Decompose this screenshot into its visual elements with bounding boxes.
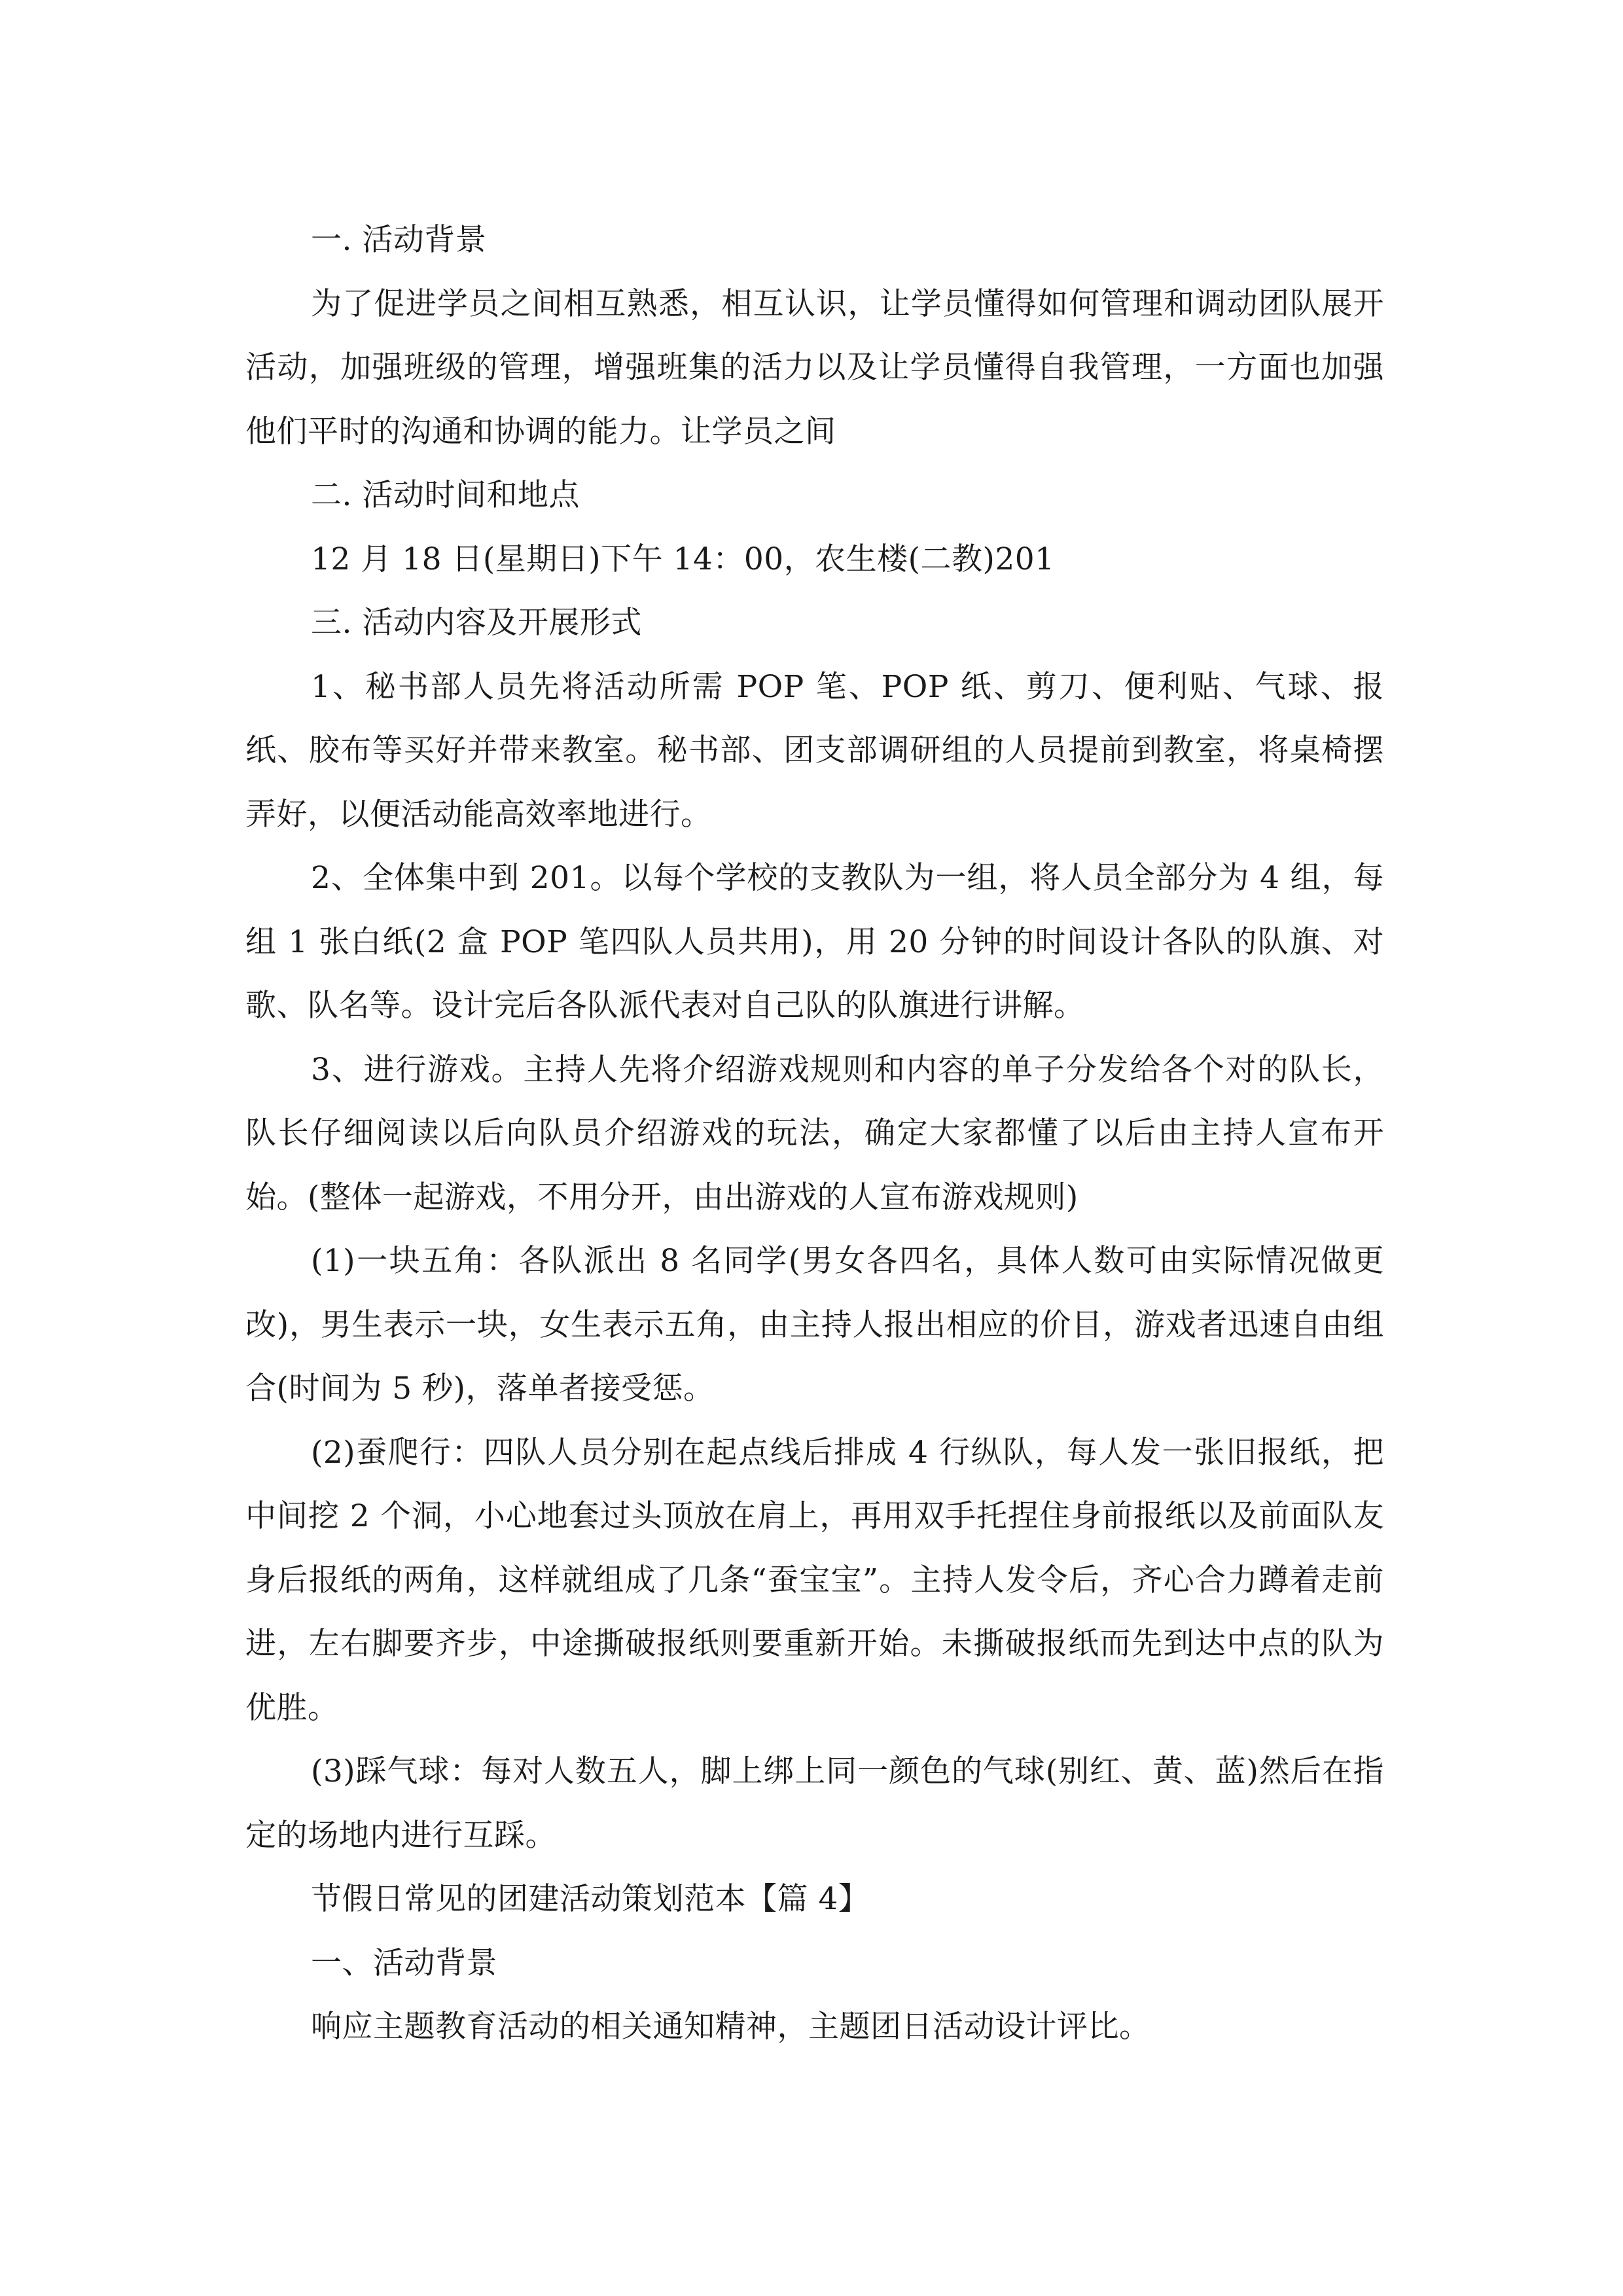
paragraph-item-2: 2、全体集中到 201。以每个学校的支教队为一组，将人员全部分为 4 组，每组 1 张白纸(2 盒 POP 笔四队人员共用)，用 20 分钟的时间设计各队的队旗、对歌、队名等。设计完后各队派代表对自己队的队旗进行讲解。	[245, 860, 1384, 1024]
paragraph-game-1: (1)一块五角：各队派出 8 名同学(男女各四名，具体人数可由实际情况做更改)，男生表示一块，女生表示五角，由主持人报出相应的价目，游戏者迅速自由组合(时间为 5 秒)，落单者接受惩。	[245, 1243, 1384, 1407]
paragraph-item-3: 3、进行游戏。主持人先将介绍游戏规则和内容的单子分发给各个对的队长，队长仔细阅读以后向队员介绍游戏的玩法，确定大家都懂了以后由主持人宣布开始。(整体一起游戏，不用分开，由出游戏的人宣布游戏规则)	[245, 1051, 1384, 1215]
heading-time-and-place: 二. 活动时间和地点	[311, 477, 580, 513]
heading-part4-background: 一、活动背景	[311, 1945, 497, 1981]
heading-content-and-format: 三. 活动内容及开展形式	[311, 605, 642, 641]
paragraph-item-1: 1、秘书部人员先将活动所需 POP 笔、POP 纸、剪刀、便利贴、气球、报纸、胶布等买好并带来教室。秘书部、团支部调研组的人员提前到教室，将桌椅摆弄好，以便活动能高效率地进行。	[245, 668, 1384, 833]
paragraph-background-text: 为了促进学员之间相互熟悉，相互认识，让学员懂得如何管理和调动团队展开活动，加强班级的管理，增强班集的活力以及让学员懂得自我管理，一方面也加强他们平时的沟通和协调的能力。让学员之间	[245, 285, 1384, 450]
paragraph-game-2: (2)蚕爬行：四队人员分别在起点线后排成 4 行纵队，每人发一张旧报纸，把中间挖 2 个洞，小心地套过头顶放在肩上，再用双手托捏住身前报纸以及前面队友身后报纸的两角，这样就组成了几条“蚕宝宝”。主持人发令后，齐心合力蹲着走前进，左右脚要齐步，中途撕破报纸则要重新开始。未撕破报纸而先到达中点的队为优胜。	[245, 1434, 1384, 1726]
section-title-part-4: 节假日常见的团建活动策划范本【篇 4】	[311, 1881, 870, 1917]
heading-activity-background: 一. 活动背景	[311, 222, 487, 258]
paragraph-part4-text: 响应主题教育活动的相关通知精神，主题团日活动设计评比。	[311, 2009, 1150, 2045]
paragraph-time-and-place: 12 月 18 日(星期日)下午 14：00，农生楼(二教)201	[311, 541, 1055, 577]
document-page	[245, 208, 1384, 2059]
paragraph-game-3: (3)踩气球：每对人数五人，脚上绑上同一颜色的气球(别红、黄、蓝)然后在指定的场地内进行互踩。	[245, 1753, 1384, 1854]
